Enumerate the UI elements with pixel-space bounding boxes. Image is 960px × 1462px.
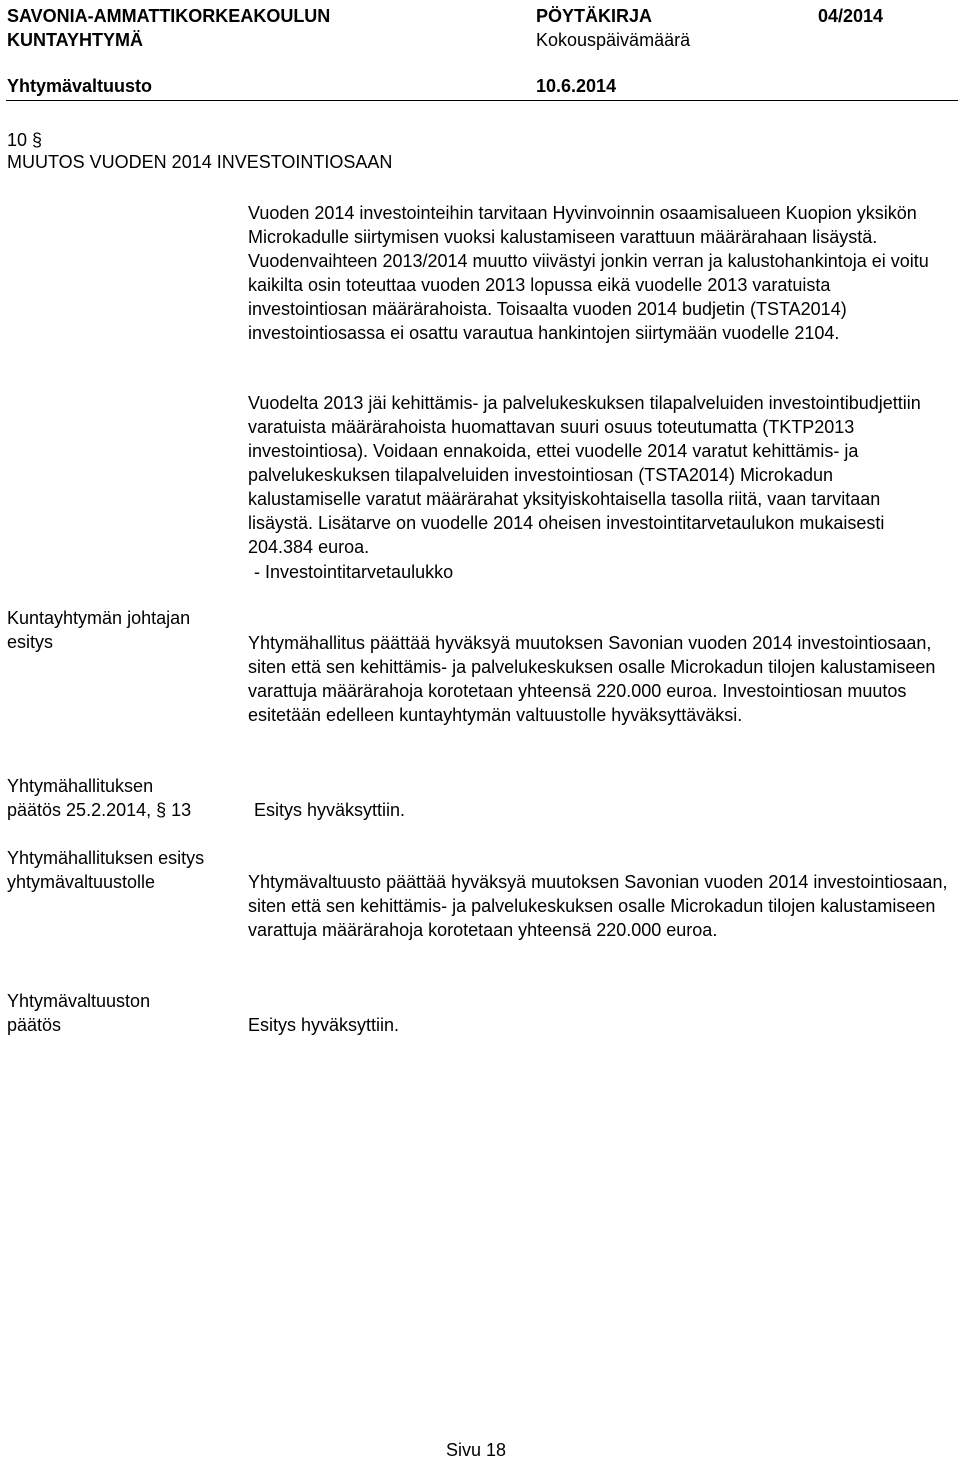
paragraph-1: Vuoden 2014 investointeihin tarvitaan Hyvinvoinnin osaamisalueen Kuopion yksikön Microkadulle siirtymisen vuoksi kalustamiseen varattuun määrärahaan lisäystä. Vuodenvaihteen 2013/2014 muutto viivästyi jonkin verran ja kalustohankintoja ei voitu kaikilta osin toteuttaa vuoden 2013 lopussa eikä vuodelle 2013 varatuista investointiosan määrärahoista. Toisaalta vuoden 2014 budjetin (TSTA2014) investointiosassa ei osattu varautua hankintojen siirtymään vuodelle 2104. [248,203,929,343]
date-label: Kokouspäivämäärä [536,30,691,50]
section-sign-icon: § [32,130,43,150]
page-number: Sivu 18 [446,1440,507,1460]
board-proposal-label: Yhtymähallituksen esitys yhtymävaltuustolle [7,848,205,892]
proposal-label: Kuntayhtymän johtajan esitys [7,608,191,652]
meeting-body: Yhtymävaltuusto [7,76,153,96]
attachment-item: - Investointitarvetaulukko [254,562,454,582]
council-decision-text: Esitys hyväksyttiin. [248,1015,400,1035]
section-title: MUUTOS VUODEN 2014 INVESTOINTIOSAAN [7,152,393,172]
proposal-text: Yhtymähallitus päättää hyväksyä muutoksen Savonian vuoden 2014 investointiosaan, siten että sen kehittämis- ja palvelukeskuksen osalle Microkadun tilojen kalustamiseen varattuja määrärahoja korotetaan yhteensä 220.000 euroa. Investointiosan muutos esitetään edelleen kuntayhtymän valtuustolle hyväksyttäväksi. [248,633,936,725]
board-proposal-text: Yhtymävaltuusto päättää hyväksyä muutoksen Savonian vuoden 2014 investointiosaan, siten että sen kehittämis- ja palvelukeskuksen osalle Microkadun tilojen kalustamiseen varattuja määrärahoja korotetaan yhteensä 220.000 euroa. [248,872,948,940]
board-decision-date: päätös 25.2.2014, [7,800,152,820]
paragraph-2: Vuodelta 2013 jäi kehittämis- ja palvelukeskuksen tilapalveluiden investointibudjettiin varatuista määrärahoista huomattavan suuri osuus toteutumatta (TKTP2013 investointiosa). Voidaan ennakoida, ettei vuodelle 2014 varatut kehittämis- ja palvelukeskuksen tilapalveluiden investointiosan (TSTA2014) Microkadun kalustamiselle varatut määrärahat yksityiskohtaisella tasolla riitä, vaan tarvitaan lisäystä. Lisätarve on vuodelle 2014 oheisen investointitarvetaulukon mukaisesti 204.384 euroa. [248,393,921,557]
board-decision-label-line2 [7,798,237,822]
meeting-date: 10.6.2014 [536,76,617,96]
org-name-line2: KUNTAYHTYMÄ [7,30,144,50]
board-decision-label-line1: Yhtymähallituksen [7,776,154,796]
board-decision-text: Esitys hyväksyttiin. [254,800,406,820]
board-decision-section-no: 13 [171,800,192,820]
section-sign-icon: § [156,800,167,820]
header-divider [6,100,958,101]
org-name-line1: SAVONIA-AMMATTIKORKEAKOULUN [7,6,331,26]
section-heading-number [7,128,42,152]
section-number: 10 [7,130,28,150]
doc-type: PÖYTÄKIRJA [536,6,653,26]
doc-number: 04/2014 [818,6,884,26]
council-decision-label: Yhtymävaltuuston päätös [7,991,151,1035]
